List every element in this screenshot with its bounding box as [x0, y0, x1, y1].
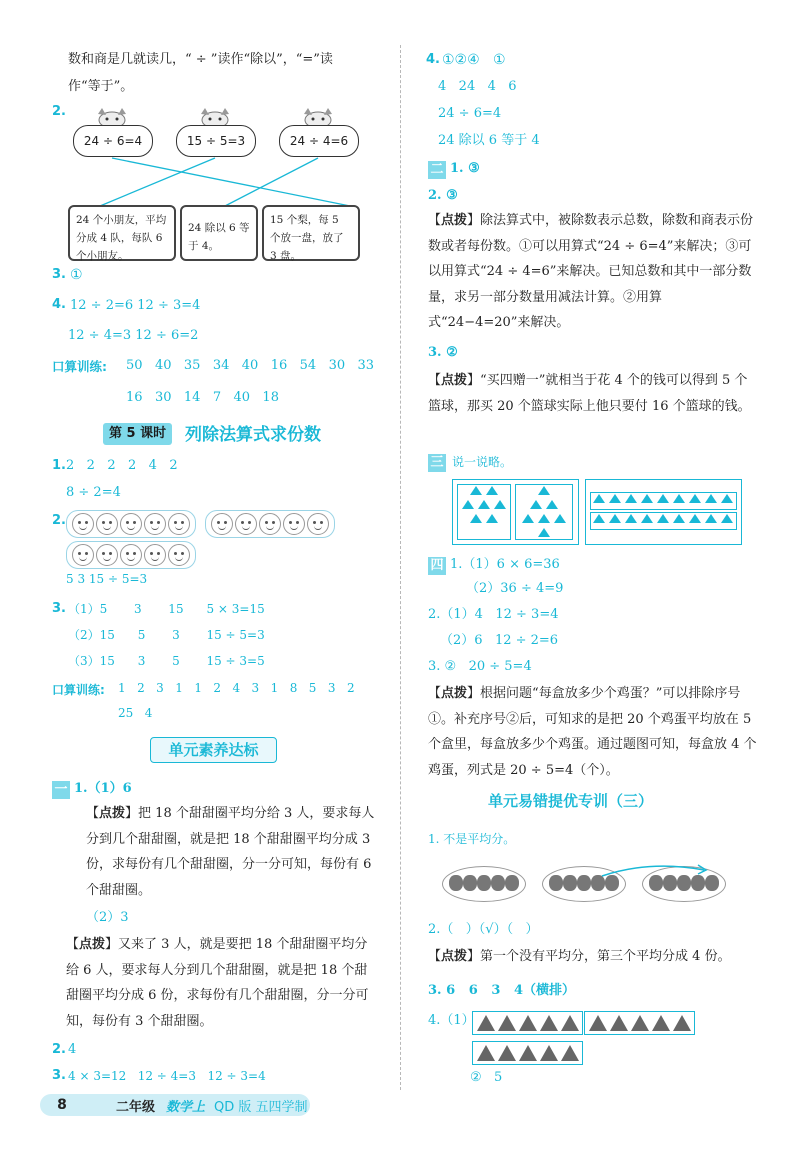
s2-q1: 1. ③: [450, 161, 480, 176]
q3-label: 3.: [52, 267, 66, 282]
story-box-3: 15 个梨，每 5 个放一盘，放了 3 盘。: [262, 205, 360, 261]
triangle-group-3: [472, 1041, 583, 1065]
q4-line-2: 12 ÷ 4=3 12 ÷ 6=2: [68, 328, 199, 343]
column-divider: [400, 45, 401, 1090]
s2-q3: 3. ②: [428, 345, 458, 360]
s4-q1-b: （2）36 ÷ 4=9: [466, 581, 564, 596]
l5-oral-label: 口算训练:: [52, 683, 105, 697]
sp-q4: 4.（1）: [428, 1013, 475, 1028]
s3-text: 说一说略。: [452, 455, 513, 469]
s1-q3-label: 3.: [52, 1068, 66, 1083]
footer-grade: 二年级: [116, 1100, 156, 1115]
s1-q2: 4: [68, 1042, 77, 1057]
s1-q1-2: （2）3: [86, 910, 129, 925]
r-q4-line-2: 4 24 4 6: [438, 79, 517, 94]
q4-label: 4.: [52, 297, 66, 312]
smiley-group-2: [205, 510, 335, 538]
hint-label: 点拨: [441, 373, 468, 388]
s4-q1-a: 1.（1）6 × 6=36: [450, 557, 560, 572]
s4-q2-b: （2）6 12 ÷ 2=6: [440, 633, 559, 648]
hint-label: 点拨: [441, 686, 468, 701]
equation-card-1: 24 ÷ 6=4: [73, 125, 153, 157]
s1-hint-1-text: 把 18 个甜甜圈平均分给 3 人，要求每人分到几个甜甜圈，就是把 18 个甜甜圈平均分成 3 份，求每份有几个甜甜圈，分一分可知，每份有 6 个甜甜圈。: [86, 806, 375, 898]
hint-label: 点拨: [441, 213, 468, 228]
equation-card-3: 24 ÷ 4=6: [279, 125, 359, 157]
sp-q3: 3. 6 6 3 4（横排）: [428, 983, 576, 998]
hint-label: 点拨: [79, 937, 106, 952]
sp-q2: 2.（ ）（√）（ ）: [428, 922, 539, 937]
s2-q2: 2. ③: [428, 188, 458, 203]
smiley-group-3: [66, 541, 196, 569]
oral-line-1: 50 40 35 34 40 16 54 30 33: [126, 358, 375, 373]
matching-lines: [60, 150, 380, 210]
move-arrow: [600, 862, 712, 882]
q3-answer: ①: [70, 267, 83, 283]
l5-q3-row-2: （2）15 5 3 15 ÷ 5=3: [68, 628, 265, 642]
l5-q2-label: 2.: [52, 513, 66, 528]
s1-hint-2-text: 又来了 3 人，就是要把 18 个甜甜圈平均分给 6 人，要求每人分到几个甜甜圈，就是把 18 个甜甜圈平均分成 6 份，求每份有几个甜甜圈，分一分可知，每份有 3 个甜甜圈。: [66, 937, 369, 1029]
l5-q1-line-2: 8 ÷ 2=4: [66, 485, 121, 500]
hint-label: 点拨: [99, 806, 126, 821]
sp-q4-2: ② 5: [470, 1070, 503, 1085]
unit-title: 单元素养达标: [150, 737, 277, 763]
equation-card-2: 15 ÷ 5=3: [176, 125, 256, 157]
l5-q3-label: 3.: [52, 601, 66, 616]
q2-label: 2.: [52, 104, 66, 119]
l5-q1-label: 1.: [52, 458, 66, 473]
oral-line-2: 16 30 14 7 40 18: [126, 390, 279, 405]
triangle-group-2: [584, 1011, 695, 1035]
footer-edition: QD 版 五四学制: [214, 1100, 308, 1115]
section-3-badge: 三: [428, 454, 446, 472]
r-q4-line-1: ①②④ ①: [442, 52, 506, 68]
sp-hint: 【点拨】第一个没有平均分，第三个平均分成 4 份。: [428, 949, 731, 964]
s4-q2-a: 2.（1）4 12 ÷ 3=4: [428, 607, 559, 622]
smiley-group-1: [66, 510, 196, 538]
strawberry-plate-1: [442, 866, 526, 902]
s4-hint-text: 根据问题“每盒放多少个鸡蛋？”可以排除序号①。补充序号②后，可知求的是把 20 个鸡蛋平均放在 5 个盒里，每盒放多少个鸡蛋。通过题图可知，每盒放 4 个鸡蛋，列式是 20 ÷ 5=4（个）。: [428, 686, 757, 778]
sp-hint-text: 第一个没有平均分，第三个平均分成 4 份。: [480, 949, 731, 964]
intro-line-1: 数和商是几就读几，“ ÷ ”读作“除以”，“=”读: [68, 52, 333, 67]
q4-line-1: 12 ÷ 2=6 12 ÷ 3=4: [70, 298, 201, 313]
s4-q3: 3. ② 20 ÷ 5=4: [428, 659, 532, 674]
r-q4-label: 4.: [426, 52, 440, 67]
intro-line-2: 作“等于”。: [68, 79, 134, 94]
s1-hint-1: 【点拨】把 18 个甜甜圈平均分给 3 人，要求每人分到几个甜甜圈，就是把 18 个甜甜圈平均分成 3 份，求每份有几个甜甜圈，分一分可知，每份有 6 个甜甜圈。: [86, 806, 375, 898]
l5-oral-line-2: 25 4: [118, 706, 153, 720]
section-1-badge: 一: [52, 781, 70, 799]
lesson-tag: 第 5 课时: [103, 423, 172, 445]
triangle-diagram-1: [452, 479, 579, 545]
oral-label: 口算训练:: [52, 359, 107, 374]
story-box-1: 24 个小朋友，平均分成 4 队，每队 6 个小朋友。: [68, 205, 176, 261]
s2-hint-1-text: 除法算式中，被除数表示总数，除数和商表示份数或者每份数。①可以用算式“24 ÷ 6=4”来解决；③可以用算式“24 ÷ 4=6”来解决。已知总数和其中一部分数量，求另一部分数量用减法计算。②用算式“24−4=20”来解决。: [428, 213, 754, 330]
footer-subject: 数学上: [166, 1100, 206, 1115]
story-box-2: 24 除以 6 等于 4。: [180, 205, 258, 261]
s2-hint-2-text: “买四赠一”就相当于花 4 个的钱可以得到 5 个篮球，那买 20 个篮球实际上他只要付 16 个篮球的钱。: [428, 373, 751, 414]
section-2-badge: 二: [428, 161, 446, 179]
r-q4-line-3: 24 ÷ 6=4: [438, 106, 502, 121]
s1-q2-label: 2.: [52, 1042, 66, 1057]
triangle-diagram-2: [585, 479, 742, 545]
s1-q3: 4 × 3=12 12 ÷ 4=3 12 ÷ 3=4: [68, 1069, 266, 1083]
section-4-badge: 四: [428, 557, 446, 575]
lesson-title: 列除法算式求份数: [185, 425, 321, 445]
s2-hint-1: 【点拨】除法算式中，被除数表示总数，除数和商表示份数或者每份数。①可以用算式“24 ÷ 6=4”来解决；③可以用算式“24 ÷ 4=6”来解决。已知总数和其中一部分数量，求另一部分数量用减法计算。②用算式“24−4=20”来解决。: [428, 213, 754, 330]
l5-q3-row-1: （1）5 3 15 5 × 3=15: [68, 602, 265, 616]
page-number: 8: [57, 1097, 67, 1113]
s2-hint-2: 【点拨】“买四赠一”就相当于花 4 个的钱可以得到 5 个篮球，那买 20 个篮球实际上他只要付 16 个篮球的钱。: [428, 373, 751, 414]
s4-hint: 【点拨】根据问题“每盒放多少个鸡蛋？”可以排除序号①。补充序号②后，可知求的是把 20 个鸡蛋平均放在 5 个盒里，每盒放多少个鸡蛋。通过题图可知，每盒放 4 个鸡蛋，列式是 20 ÷ 5=4（个）。: [428, 686, 757, 778]
l5-q1-line-1: 2 2 2 2 4 2: [66, 458, 178, 473]
triangle-group-1: [472, 1011, 583, 1035]
s1-q1: 1.（1）6: [74, 781, 132, 796]
special-title: 单元易错提优专训（三）: [488, 792, 654, 810]
s1-hint-2: 【点拨】又来了 3 人，就是要把 18 个甜甜圈平均分给 6 人，要求每人分到几个甜甜圈，就是把 18 个甜甜圈平均分成 6 份，求每份有几个甜甜圈，分一分可知，每份有 3 个甜甜圈。: [66, 937, 369, 1029]
sp-q1: 1. 不是平均分。: [428, 832, 516, 846]
hint-label: 点拨: [441, 949, 468, 964]
l5-q3-row-3: （3）15 3 5 15 ÷ 3=5: [68, 654, 265, 668]
r-q4-line-4: 24 除以 6 等于 4: [438, 133, 540, 148]
l5-oral-line-1: 1 2 3 1 1 2 4 3 1 8 5 3 2: [118, 681, 355, 695]
l5-q2-answer: 5 3 15 ÷ 5=3: [66, 572, 148, 586]
